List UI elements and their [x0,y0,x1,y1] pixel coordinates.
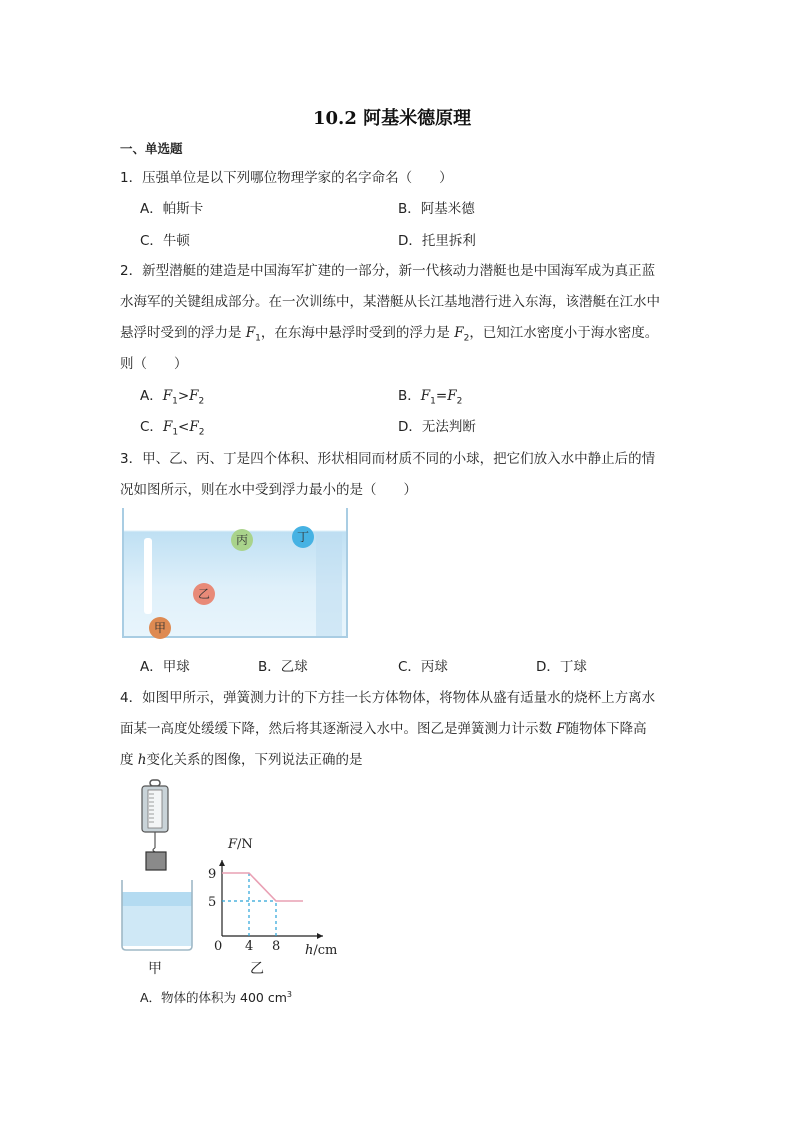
tank-glass-reflection [144,538,152,614]
question-3-option-b[interactable]: B．乙球 [258,659,308,675]
ball-yi: 乙 [193,583,215,605]
question-2-option-b[interactable]: B．$F_1=F_2$ [398,388,463,407]
spring-scale-hook-ring [150,780,160,786]
water-tank-figure [122,508,348,640]
question-1-option-b[interactable]: B．阿基米德 [398,201,475,217]
question-3-option-c[interactable]: C．丙球 [398,659,448,675]
y-axis-label: F/N [228,837,253,852]
question-1-stem: 1．压强单位是以下列哪位物理学家的名字命名（ ） [120,170,453,186]
question-2-option-d[interactable]: D．无法判断 [398,419,476,435]
question-1-option-d[interactable]: D．托里拆利 [398,233,476,249]
question-2-line-1: 2．新型潜艇的建造是中国海军扩建的一部分，新一代核动力潜艇也是中国海军成为真正蓝 [120,263,656,279]
x-axis-label: h/cm [305,943,338,958]
question-4-line-3: 度 h变化关系的图像，下列说法正确的是 [120,752,363,768]
question-4-line-2: 面某一高度处缓缓下降，然后将其逐渐浸入水中。图乙是弹簧测力计示数 F随物体下降高 [120,721,647,737]
ball-ding: 丁 [292,526,314,548]
question-2-line-3: 悬浮时受到的浮力是 $F_1$，在东海中悬浮时受到的浮力是 $F_2$，已知江水密度小于海水密度。 [120,325,659,344]
question-3-option-d[interactable]: D．丁球 [536,659,587,675]
question-3-line-2: 况如图所示，则在水中受到浮力最小的是（ ） [120,482,417,498]
question-2-option-a[interactable]: A．$F_1>F_2$ [140,388,205,407]
force-height-chart [200,832,360,960]
x-axis-arrow [317,933,323,939]
hanging-block [146,852,166,870]
question-3-line-1: 3．甲、乙、丙、丁是四个体积、形状相同而材质不同的小球，把它们放入水中静止后的情 [120,451,656,467]
question-2-option-c[interactable]: C．$F_1<F_2$ [140,419,205,438]
question-2-line-4: 则（ ） [120,356,188,372]
figure-label-yi: 乙 [250,961,264,977]
figure-label-jia: 甲 [148,961,162,977]
y-tick-label-5: 5 [208,895,217,910]
origin-label: 0 [214,939,223,954]
ball-jia: 甲 [149,617,171,639]
question-1-option-a[interactable]: A．帕斯卡 [140,201,204,217]
question-4-option-a[interactable]: A．物体的体积为 400 $cm^3$ [140,989,292,1005]
question-3-option-a[interactable]: A．甲球 [140,659,190,675]
spring-scale-beaker-figure [118,778,198,956]
x-tick-label-8: 8 [272,939,281,954]
beaker-water-top [122,892,192,906]
section-heading: 一、单选题 [120,141,183,156]
y-tick-label-9: 9 [208,867,217,882]
y-axis-arrow [219,860,225,866]
x-tick-label-4: 4 [245,939,254,954]
page-title: 10.2 阿基米德原理 [313,108,472,129]
question-4-line-1: 4．如图甲所示，弹簧测力计的下方挂一长方体物体，将物体从盛有适量水的烧杯上方离水 [120,690,656,706]
tank-wall-highlight [316,532,342,636]
question-2-line-2: 水海军的关键组成部分。在一次训练中，某潜艇从长江基地潜行进入东海，该潜艇在江水中 [120,294,660,310]
series-line [222,873,303,901]
ball-bing: 丙 [231,529,253,551]
question-1-option-c[interactable]: C．牛顿 [140,233,190,249]
